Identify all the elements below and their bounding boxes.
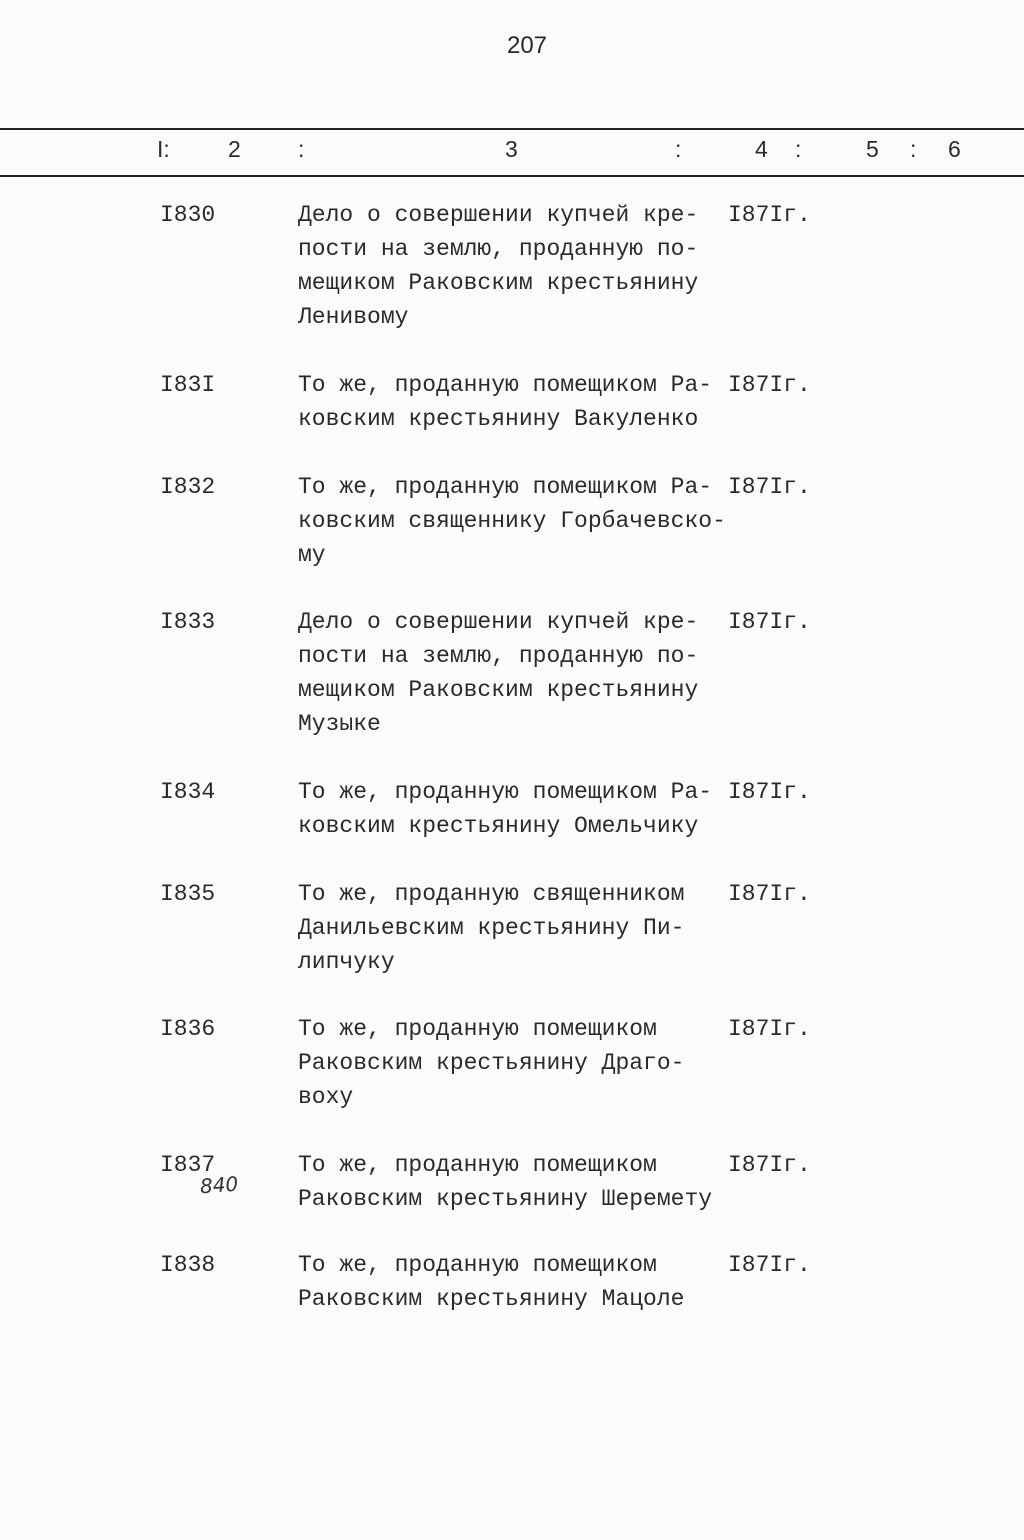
entry-description: [298, 1012, 684, 1114]
entry-description: [298, 198, 698, 334]
entry-date: I87Iг.: [728, 474, 811, 500]
description-line: Данильевским крестьянину Пи-: [298, 915, 685, 941]
page-number: 207: [506, 32, 548, 59]
entry-number: I830: [160, 202, 216, 228]
entry-number: I834: [160, 779, 216, 805]
header-rule-top: [0, 128, 1024, 130]
description-line: То же, проданную помещиком: [298, 1152, 657, 1178]
description-line: То же, проданную помещиком Ра-: [298, 474, 713, 500]
entry-number: I833: [160, 609, 216, 635]
description-line: Раковским крестьянину Шеремету: [298, 1186, 713, 1212]
entry-date: I87Iг.: [728, 779, 811, 805]
entry-date: I87Iг.: [728, 1152, 811, 1178]
entry-date: I87Iг.: [728, 1016, 811, 1042]
header-rule-bottom: [0, 175, 1024, 177]
column-header-5: 5: [866, 136, 879, 162]
entry-date: I87Iг.: [728, 881, 811, 907]
entry-number: I836: [160, 1016, 216, 1042]
column-header-3: 3: [505, 136, 518, 162]
description-line: Ленивому: [298, 304, 409, 330]
description-line: Дело о совершении купчей кре-: [298, 202, 699, 228]
column-header-6: 6: [948, 136, 961, 162]
column-header-1: I:: [157, 136, 170, 162]
description-line: То же, проданную священником: [298, 881, 685, 907]
entry-description: [298, 605, 698, 741]
entry-description: [298, 877, 684, 979]
entry-description: [298, 1248, 684, 1316]
description-line: воху: [298, 1084, 354, 1110]
description-line: Раковским крестьянину Драго-: [298, 1050, 685, 1076]
column-separator: :: [675, 136, 682, 162]
entry-number: I832: [160, 474, 216, 500]
column-header-4: 4: [755, 136, 768, 162]
column-separator: :: [910, 136, 917, 162]
entry-date: I87Iг.: [728, 372, 811, 398]
entry-number: I838: [160, 1252, 216, 1278]
column-header-2: 2: [228, 136, 241, 162]
description-line: му: [298, 542, 326, 568]
column-separator: :: [298, 136, 305, 162]
entry-date: I87Iг.: [728, 202, 811, 228]
description-line: мещиком Раковским крестьянину: [298, 270, 699, 296]
description-line: То же, проданную помещиком: [298, 1252, 657, 1278]
description-line: То же, проданную помещиком Ра-: [298, 779, 713, 805]
description-line: ковским священнику Горбачевско-: [298, 508, 726, 534]
description-line: Музыке: [298, 711, 381, 737]
description-line: липчуку: [298, 949, 395, 975]
entry-number: I83I: [160, 372, 216, 398]
entry-number: I837: [160, 1152, 216, 1178]
description-line: ковским крестьянину Вакуленко: [298, 406, 699, 432]
description-line: пости на землю, проданную по-: [298, 643, 699, 669]
entry-description: [298, 775, 712, 843]
description-line: ковским крестьянину Омельчику: [298, 813, 699, 839]
entry-description: [298, 1148, 712, 1216]
description-line: Раковским крестьянину Мацоле: [298, 1286, 685, 1312]
description-line: То же, проданную помещиком Ра-: [298, 372, 713, 398]
description-line: мещиком Раковским крестьянину: [298, 677, 699, 703]
entry-description: [298, 368, 712, 436]
description-line: То же, проданную помещиком: [298, 1016, 657, 1042]
entry-date: I87Iг.: [728, 1252, 811, 1278]
description-line: Дело о совершении купчей кре-: [298, 609, 699, 635]
entry-date: I87Iг.: [728, 609, 811, 635]
column-separator: :: [795, 136, 802, 162]
entry-description: [298, 470, 726, 572]
handwritten-note: 840: [199, 1171, 239, 1199]
description-line: пости на землю, проданную по-: [298, 236, 699, 262]
entry-number: I835: [160, 881, 216, 907]
